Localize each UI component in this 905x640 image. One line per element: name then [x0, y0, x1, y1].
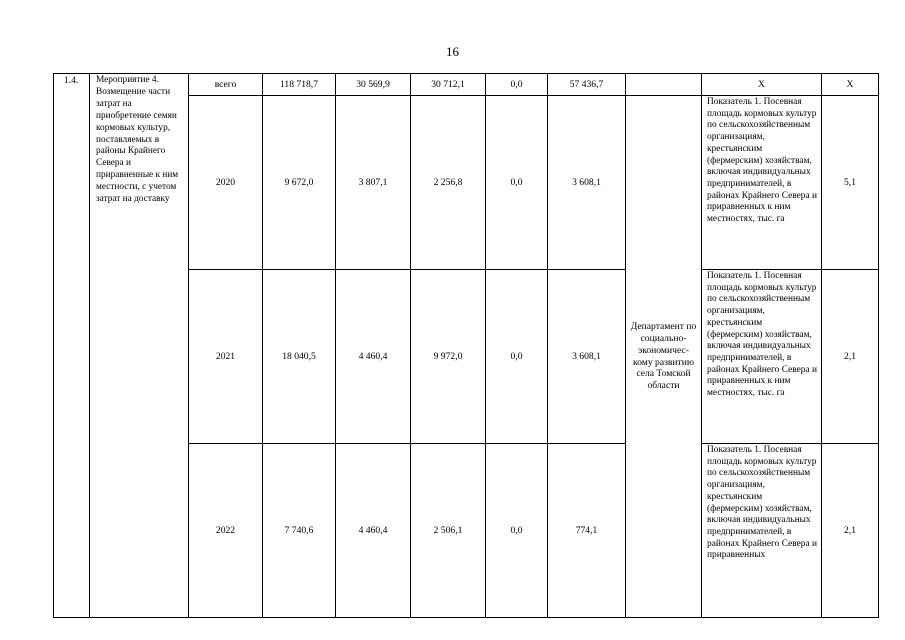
regional-budget-cell: 2 256,8 — [411, 96, 486, 270]
indicator-text: Показатель 1. Посевная площадь кормовых культур по сельскохозяйственным организациям, крестьянским (фермерским) хозяйствам, включая индивидуальных предпринимателей, в районах Крайнего Севера и приравненных к ним местностях, тыс. га — [707, 97, 817, 225]
federal-budget-cell: 4 460,4 — [336, 270, 411, 444]
program-activity-table — [53, 73, 879, 618]
indicator-cell — [702, 96, 822, 270]
local-budget-cell: 0,0 — [486, 270, 548, 444]
indicator-value-cell: 2,1 — [822, 444, 879, 618]
period-cell: 2020 — [189, 96, 263, 270]
executor-cell-empty — [626, 74, 702, 96]
period-cell: 2022 — [189, 444, 263, 618]
indicator-value-cell: Х — [822, 74, 879, 96]
extrabudgetary-cell: 3 608,1 — [548, 270, 626, 444]
total-funding-cell: 18 040,5 — [263, 270, 336, 444]
local-budget-cell: 0,0 — [486, 444, 548, 618]
period-cell: 2021 — [189, 270, 263, 444]
indicator-cell — [702, 270, 822, 444]
indicator-cell — [702, 444, 822, 618]
indicator-text: Показатель 1. Посевная площадь кормовых культур по сельскохозяйственным организациям, крестьянским (фермерским) хозяйствам, включая индивидуальных предпринимателей, в районах Крайнего Севера и приравненных — [707, 445, 817, 561]
extrabudgetary-cell: 57 436,7 — [548, 74, 626, 96]
table-row-total — [54, 74, 879, 96]
total-funding-cell: 9 672,0 — [263, 96, 336, 270]
indicator-value-cell: 2,1 — [822, 270, 879, 444]
indicator-text: Показатель 1. Посевная площадь кормовых культур по сельскохозяйственным организациям, крестьянским (фермерским) хозяйствам, включая индивидуальных предпринимателей, в районах Крайнего Севера и приравненных к ним местностях, тыс. га — [707, 271, 817, 399]
extrabudgetary-cell: 3 608,1 — [548, 96, 626, 270]
local-budget-cell: 0,0 — [486, 74, 548, 96]
executor-cell: Департамент по социально-экономичес-кому развитию села Томской области — [626, 96, 702, 618]
indicator-value-cell: 5,1 — [822, 96, 879, 270]
extrabudgetary-cell: 774,1 — [548, 444, 626, 618]
indicator-cell: Х — [702, 74, 822, 96]
total-funding-cell: 118 718,7 — [263, 74, 336, 96]
federal-budget-cell: 3 807,1 — [336, 96, 411, 270]
federal-budget-cell: 4 460,4 — [336, 444, 411, 618]
local-budget-cell: 0,0 — [486, 96, 548, 270]
page-number: 16 — [446, 44, 459, 59]
activity-name: Мероприятие 4. Возмещение части затрат на приобретение семян кормовых культур, поставляемых в районы Крайнего Севера и приравненные к ним местности, с учетом затрат на доставку — [90, 74, 189, 618]
regional-budget-cell: 30 712,1 — [411, 74, 486, 96]
regional-budget-cell: 9 972,0 — [411, 270, 486, 444]
regional-budget-cell: 2 506,1 — [411, 444, 486, 618]
period-cell: всего — [189, 74, 263, 96]
total-funding-cell: 7 740,6 — [263, 444, 336, 618]
federal-budget-cell: 30 569,9 — [336, 74, 411, 96]
activity-number: 1.4. — [54, 74, 90, 618]
